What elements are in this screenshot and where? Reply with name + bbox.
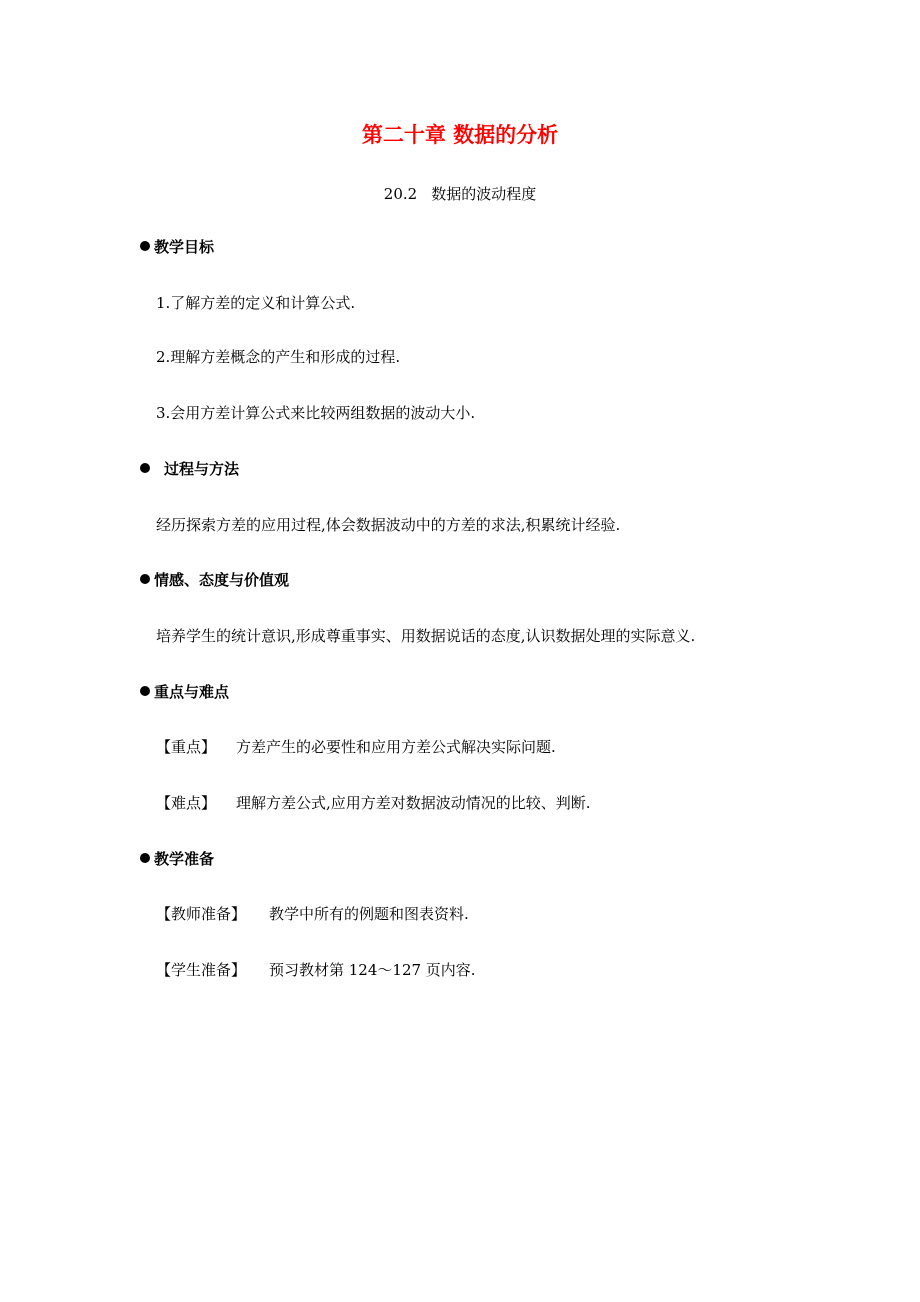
key-point-tag: 【重点】 [156, 738, 217, 756]
key-point-text: 方差产生的必要性和应用方差公式解决实际问题. [236, 738, 556, 756]
section-name: 数据的波动程度 [431, 185, 537, 203]
teacher-prep-row [156, 903, 469, 925]
section-subtitle [0, 183, 920, 205]
heading-key-points [140, 681, 229, 703]
heading-key-points-label: 重点与难点 [154, 683, 230, 701]
teacher-prep-tag: 【教师准备】 [156, 905, 247, 923]
heading-process-label: 过程与方法 [164, 460, 240, 478]
difficult-point-row [156, 792, 591, 814]
heading-preparation [140, 848, 214, 870]
heading-attitude [140, 569, 289, 591]
heading-preparation-label: 教学准备 [154, 850, 215, 868]
objective-item: 2.理解方差概念的产生和形成的过程. [156, 348, 401, 366]
heading-process [140, 458, 239, 480]
heading-attitude-label: 情感、态度与价值观 [154, 571, 290, 589]
bullet-icon [140, 574, 150, 584]
attitude-text: 培养学生的统计意识,形成尊重事实、用数据说话的态度,认识数据处理的实际意义. [156, 627, 696, 645]
bullet-icon [140, 853, 150, 863]
difficult-point-tag: 【难点】 [156, 794, 217, 812]
objective-item: 3.会用方差计算公式来比较两组数据的波动大小. [156, 404, 476, 422]
heading-objectives [140, 236, 214, 258]
student-prep-row [156, 959, 476, 981]
chapter-title: 第二十章 数据的分析 [361, 123, 559, 147]
student-prep-text: 预习教材第 124〜127 页内容. [269, 961, 476, 979]
teacher-prep-text: 教学中所有的例题和图表资料. [269, 905, 469, 923]
heading-objectives-label: 教学目标 [154, 238, 215, 256]
objective-item: 1.了解方差的定义和计算公式. [156, 294, 356, 312]
key-point-row [156, 736, 556, 758]
bullet-icon [140, 463, 150, 473]
process-text: 经历探索方差的应用过程,体会数据波动中的方差的求法,积累统计经验. [156, 516, 621, 534]
bullet-icon [140, 241, 150, 251]
student-prep-tag: 【学生准备】 [156, 961, 247, 979]
difficult-point-text: 理解方差公式,应用方差对数据波动情况的比较、判断. [236, 794, 591, 812]
section-number: 20.2 [383, 185, 418, 203]
bullet-icon [140, 686, 150, 696]
